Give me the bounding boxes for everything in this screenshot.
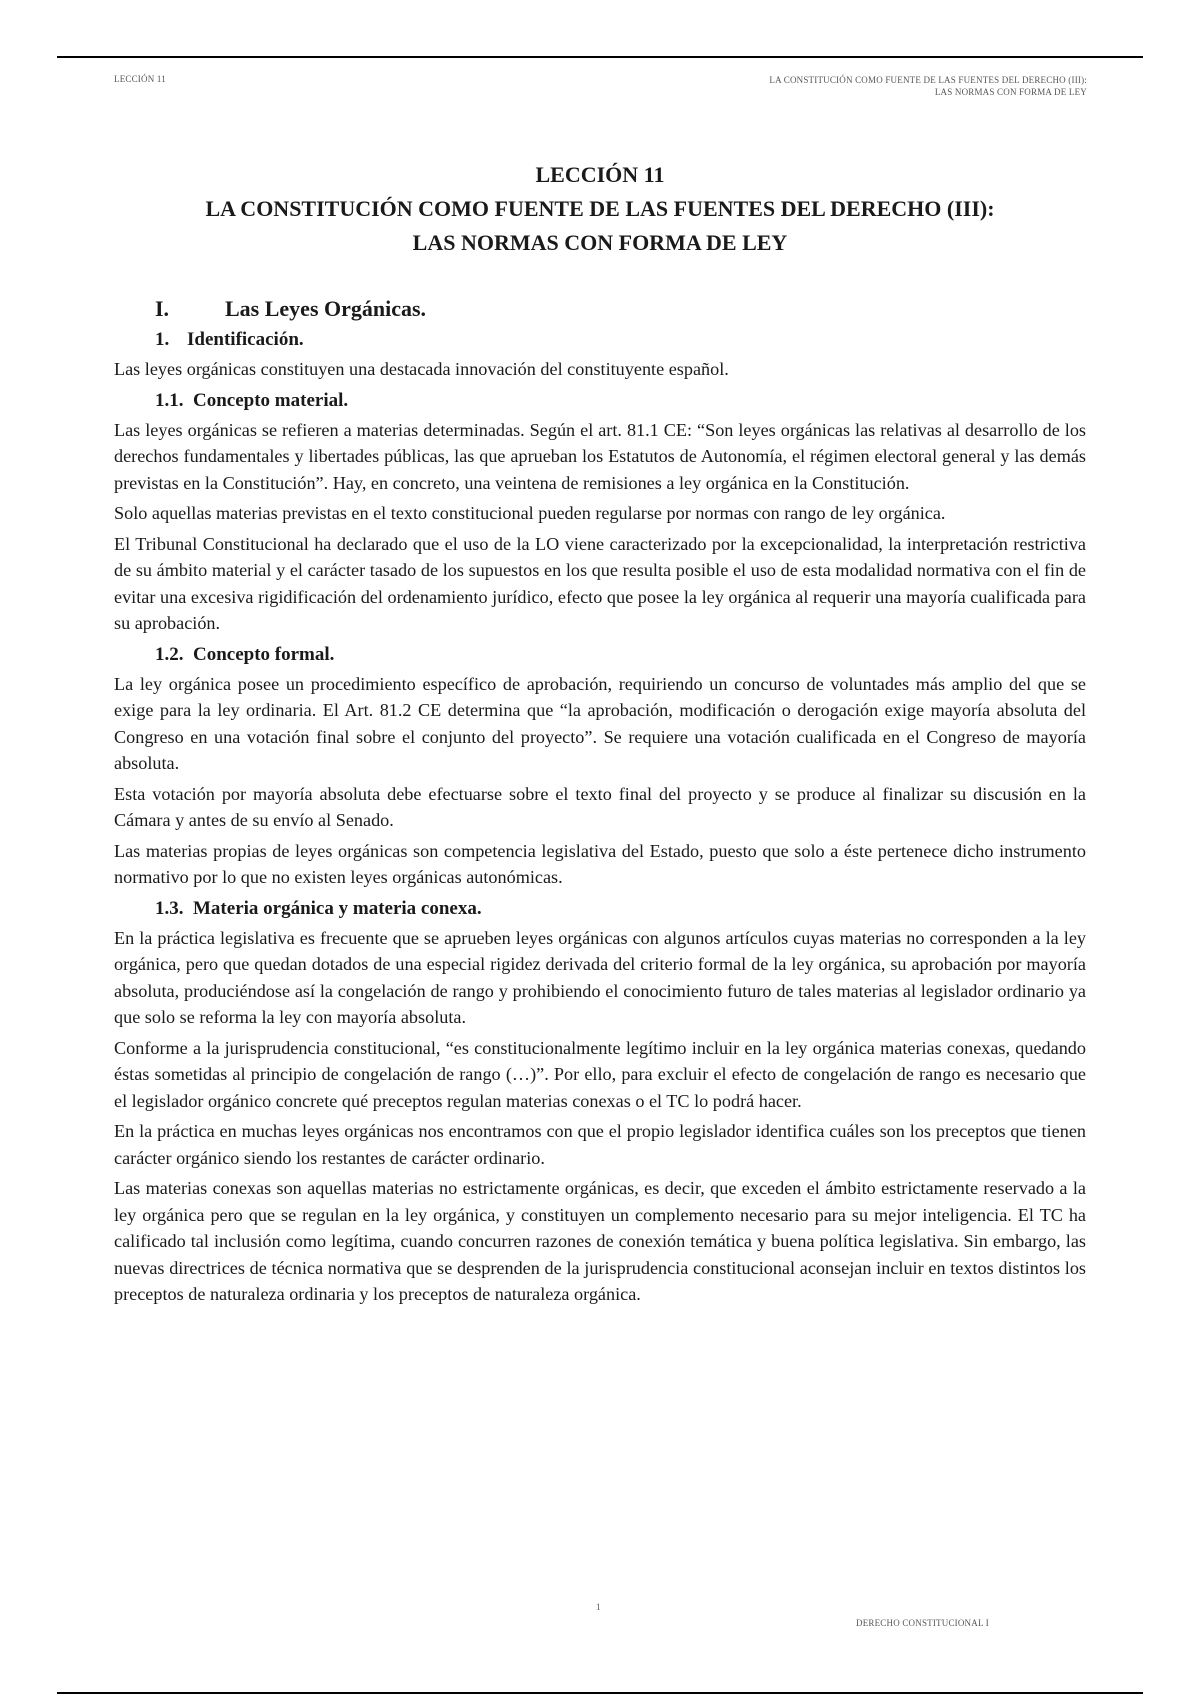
subsection-number: 1. — [155, 329, 170, 350]
title-line-3: LAS NORMAS CON FORMA DE LEY — [412, 230, 788, 255]
subsection-1-3-heading — [155, 895, 1086, 923]
page-number: 1 — [596, 1602, 601, 1612]
document-body — [114, 294, 1086, 1312]
paragraph: En la práctica en muchas leyes orgánicas nos encontramos con que el propio legislador identifica cuáles son los preceptos que tienen carácter orgánico siendo los restantes de carácter ordinario. — [114, 1121, 1086, 1168]
document-title — [114, 158, 1086, 260]
section-title: Las Leyes Orgánicas. — [225, 296, 427, 321]
running-header-right — [769, 74, 1087, 98]
paragraph: La ley orgánica posee un procedimiento específico de aprobación, requiriendo un concurso de voluntades más amplio del que se exige para la ley ordinaria. El Art. 81.2 CE determina que “la aprobación, modificación o derogación exige mayoría absoluta del Congreso en una votación final sobre el conjunto del proyecto”. Se requiere una votación cualificada en el Congreso de mayoría absoluta. — [114, 673, 1086, 773]
paragraph: Las leyes orgánicas se refieren a materias determinadas. Según el art. 81.1 CE: “Son leyes orgánicas las relativas al desarrollo de los derechos fundamentales y libertades públicas, las que aprueban los Estatutos de Autonomía, el régimen electoral general y las demás previstas en la Constitución”. Hay, en concreto, una veintena de remisiones a ley orgánica en la Constitución. — [114, 419, 1086, 493]
paragraph: Conforme a la jurisprudencia constitucional, “es constitucionalmente legítimo incluir en la ley orgánica materias conexas, quedando éstas sometidas al principio de congelación de rango (…)”. Por ello, para excluir el efecto de congelación de rango es necesario que el legislador orgánico concrete qué preceptos regulan materias conexas o el TC lo podrá hacer. — [114, 1037, 1086, 1111]
paragraph: Esta votación por mayoría absoluta debe efectuarse sobre el texto final del proyecto y se produce al finalizar su discusión en la Cámara y antes de su envío al Senado. — [114, 783, 1086, 830]
title-line-2: LA CONSTITUCIÓN COMO FUENTE DE LAS FUENTES DEL DERECHO (III): — [205, 196, 995, 221]
subsection-1-2-number: 1.2. — [155, 643, 184, 665]
subsection-1-3-title: Materia orgánica y materia conexa. — [193, 897, 482, 919]
paragraph: Solo aquellas materias previstas en el texto constitucional pueden regularse por normas con rango de ley orgánica. — [114, 503, 946, 523]
header-rule — [57, 56, 1143, 58]
subsection-1-2-title: Concepto formal. — [193, 643, 335, 665]
footer-rule — [57, 1692, 1143, 1694]
paragraph: Las materias propias de leyes orgánicas son competencia legislativa del Estado, puesto que solo a éste pertenece dicho instrumento normativo por lo que no existen leyes orgánicas autonómicas. — [114, 840, 1086, 887]
subsection-1-1-heading — [155, 387, 1086, 415]
paragraph: En la práctica legislativa es frecuente que se aprueben leyes orgánicas con algunos artículos cuyas materias no corresponden a la ley orgánica, pero que quedan dotados de una especial rigidez derivada del criterio formal de la ley orgánica, su aprobación por mayoría absoluta, produciéndose así la congelación de rango y prohibiendo el conocimiento futuro de tales materias al legislador ordinario ya que solo se reforma la ley con mayoría absoluta. — [114, 927, 1086, 1027]
subsection-title: Identificación. — [187, 329, 304, 350]
title-line-1: LECCIÓN 11 — [535, 162, 665, 187]
paragraph: El Tribunal Constitucional ha declarado que el uso de la LO viene caracterizado por la excepcionalidad, la interpretación restrictiva de su ámbito material y el carácter tasado de los supuestos en los que resulta posible el uso de esta modalidad normativa con el fin de evitar una excesiva rigidificación del ordenamiento jurídico, efecto que posee la ley orgánica al requerir una mayoría cualificada para su aprobación. — [114, 533, 1086, 633]
intro-paragraph: Las leyes orgánicas constituyen una destacada innovación del constituyente español. — [114, 359, 729, 379]
running-header-right-line1: LA CONSTITUCIÓN COMO FUENTE DE LAS FUENTES DEL DERECHO (III): — [769, 75, 1087, 85]
section-number: I. — [155, 296, 170, 321]
paragraph: Las materias conexas son aquellas materias no estrictamente orgánicas, es decir, que exceden el ámbito estrictamente reservado a la ley orgánica pero que se regulan en la ley orgánica, y constituyen un complemento necesario para su mejor inteligencia. El TC ha calificado tal inclusión como legítima, cuando concurren razones de conexión temática y buena política legislativa. Sin embargo, las nuevas directrices de técnica normativa que se desprenden de la jurisprudencia constitucional aconsejan incluir en textos distintos los preceptos de naturaleza ordinaria y los preceptos de naturaleza orgánica. — [114, 1178, 1086, 1304]
subsection-1-2-heading — [155, 641, 1086, 669]
running-header-right-line2: LAS NORMAS CON FORMA DE LEY — [934, 87, 1087, 97]
subsection-1-1-title: Concepto material. — [193, 389, 349, 411]
subsection-1-1-number: 1.1. — [155, 389, 184, 411]
section-heading — [155, 294, 1086, 324]
subsection-heading — [155, 326, 1086, 354]
running-header-left: LECCIÓN 11 — [114, 74, 166, 84]
running-footer-right: DERECHO CONSTITUCIONAL I — [856, 1618, 989, 1628]
subsection-1-3-number: 1.3. — [155, 897, 184, 919]
